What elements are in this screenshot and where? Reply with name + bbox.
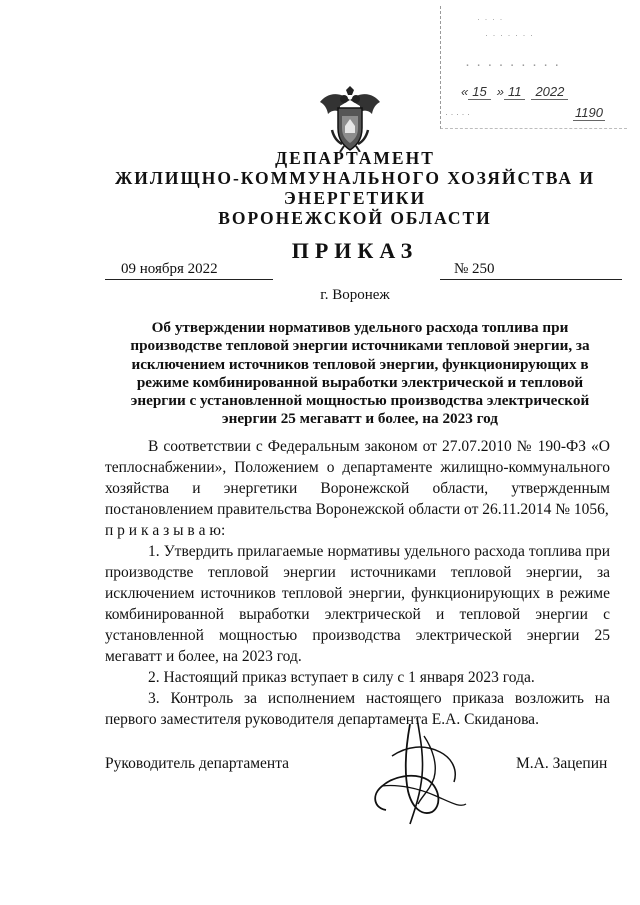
body-item-3: 3. Контроль за исполнением настоящего приказа возложить на первого заместителя руководителя департамента Е.А. Скиданова. bbox=[105, 690, 610, 728]
order-subject: Об утверждении нормативов удельного расхода топлива при производстве тепловой энергии источниками тепловой энергии, за исключением источников тепловой энергии, функционирующих в режиме комбинированной выработки электрической и тепловой энергии с установленной мощностью производства электрической энергии 25 мегаватт и более, на 2023 год bbox=[130, 319, 590, 428]
body-orders-word: п р и к а з ы в а ю: bbox=[105, 522, 226, 539]
order-body bbox=[105, 436, 610, 730]
department-line: ЭНЕРГЕТИКИ bbox=[283, 188, 427, 208]
department-name bbox=[0, 148, 640, 228]
signatory-title: Руководитель департамента bbox=[105, 755, 290, 772]
registration-stamp bbox=[440, 6, 627, 129]
order-date: 09 ноября 2022 bbox=[105, 261, 273, 280]
stamp-date-year: 2022 bbox=[531, 84, 568, 100]
department-line: ВОРОНЕЖСКОЙ ОБЛАСТИ bbox=[218, 208, 492, 228]
coat-of-arms-emblem-icon bbox=[318, 86, 382, 152]
city: г. Воронеж bbox=[320, 287, 390, 303]
stamp-reg-number: 1190 bbox=[575, 105, 603, 120]
order-title: ПРИКАЗ bbox=[291, 238, 419, 263]
stamp-date-month: 11 bbox=[504, 84, 526, 100]
department-line: ЖИЛИЩНО-КОММУНАЛЬНОГО ХОЗЯЙСТВА И bbox=[114, 168, 596, 188]
body-paragraph-intro: В соответствии с Федеральным законом от 27.07.2010 № 190-ФЗ «О теплоснабжении», Положением о департаменте жилищно-коммунального хозяйства и энергетики Воронежской области, утвержденным постановлением правительства Воронежской области от 26.11.2014 № 1056, bbox=[105, 438, 610, 518]
stamp-date: « 15 » 11 2022 bbox=[461, 84, 574, 100]
stamp-line: · · · · bbox=[477, 14, 504, 24]
body-item-1: 1. Утвердить прилагаемые нормативы удельного расхода топлива при производстве тепловой энергии источниками тепловой энергии, за исключением источников тепловой энергии, функционирующих в режиме комбинированной выработки электрической и тепловой энергии с установленной мощностью производства электрической энергии 25 мегаватт и более, на 2023 год. bbox=[105, 543, 610, 665]
stamp-line: · · · · · · · · · bbox=[465, 56, 561, 73]
stamp-reg-label: · · · · · bbox=[445, 109, 470, 119]
body-item-2: 2. Настоящий приказ вступает в силу с 1 января 2023 года. bbox=[148, 669, 535, 686]
stamp-line: · · · · · · · bbox=[485, 30, 534, 40]
stamp-date-day: 15 bbox=[468, 84, 490, 100]
signatory-name: М.А. Зацепин bbox=[516, 755, 608, 772]
department-line: ДЕПАРТАМЕНТ bbox=[275, 148, 435, 168]
order-number: № 250 bbox=[440, 261, 622, 280]
handwritten-signature-icon bbox=[362, 716, 472, 831]
